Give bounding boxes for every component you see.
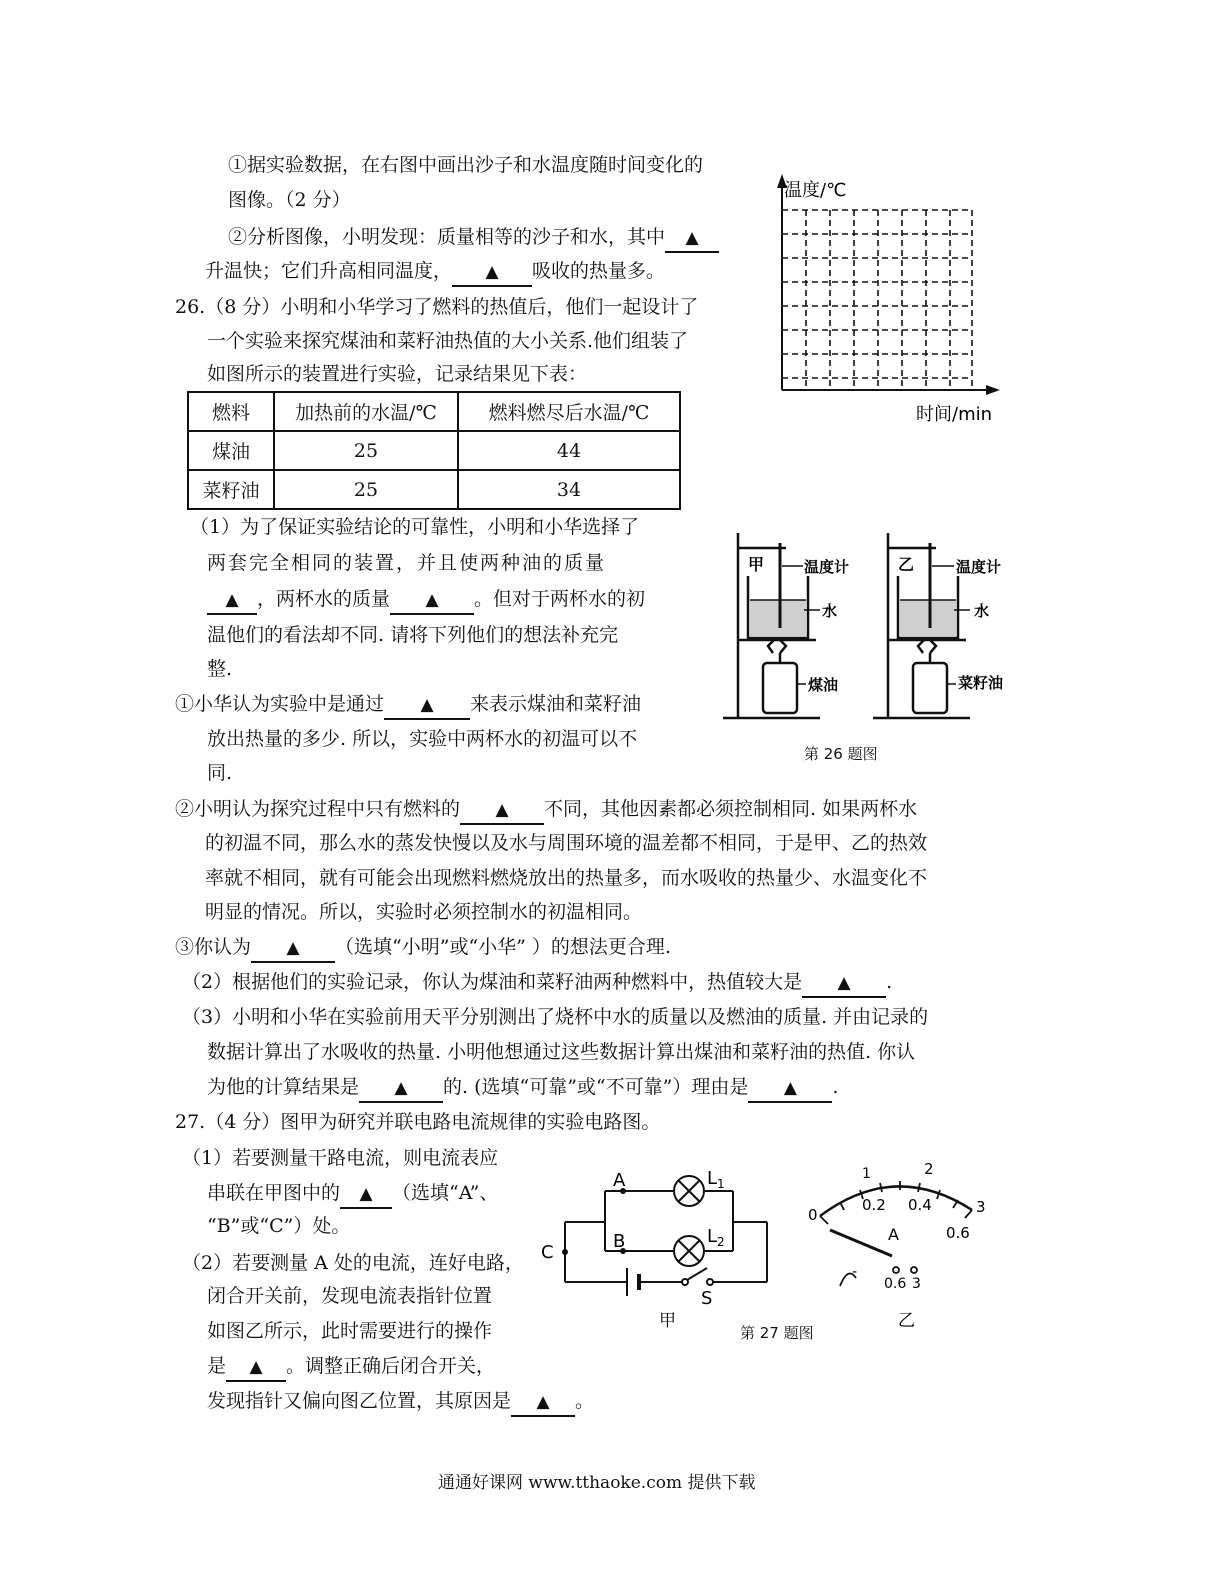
table-cell: 25: [274, 470, 458, 509]
answer-blank[interactable]: ▲: [207, 587, 257, 615]
q26-h2-line-1: [175, 794, 917, 825]
q26-line-2: 一个实验来探究煤油和菜籽油热值的大小关系.他们组装了: [207, 330, 689, 352]
table-header-row: [188, 392, 680, 431]
q25-line-1: ①据实验数据，在右图中画出沙子和水温度随时间变化的: [228, 154, 704, 176]
table-header: 燃料: [188, 392, 274, 431]
temperature-time-grid: [760, 168, 1010, 428]
label-a: A: [613, 1170, 626, 1191]
answer-blank[interactable]: ▲: [340, 1181, 392, 1209]
q25-line-3-text: ②分析图像，小明发现：质量相等的沙子和水，其中: [228, 226, 666, 248]
table-header: 燃料燃尽后水温/℃: [458, 392, 680, 431]
ammeter-dial: [800, 1158, 1000, 1338]
tick-0: 0: [808, 1206, 818, 1224]
q27-p2-end-2: 。: [575, 1390, 595, 1412]
q25-line-4: [205, 256, 665, 287]
q27-p1-line-2: [207, 1178, 498, 1209]
q27-p2-line-5: [207, 1386, 594, 1417]
q27-p1-text: 串联在甲图中的: [207, 1182, 341, 1204]
point-c-dot: [562, 1249, 568, 1255]
beaker-right: [898, 576, 958, 638]
q26-p3-line-1: （3）小明和小华在实验前用天平分别测出了烧杯中水的质量以及燃油的质量. 并由记录的: [182, 1006, 929, 1028]
battery: [627, 1268, 639, 1296]
q26-p2-line: [182, 967, 892, 998]
q26-p2-text: （2）根据他们的实验记录，你认为煤油和菜籽油两种燃料中，热值较大是: [182, 971, 803, 993]
q25-line-3: [228, 222, 719, 253]
figure-tag-left: 甲: [748, 555, 765, 574]
grid-lines: [782, 210, 972, 390]
answer-blank[interactable]: ▲: [359, 1075, 443, 1103]
q25-line-2: 图像。（2 分）: [228, 189, 351, 211]
tick-0-6: 0.6: [946, 1224, 970, 1242]
answer-blank[interactable]: ▲: [748, 1075, 832, 1103]
beaker-left: [748, 576, 808, 638]
table-row: [188, 431, 680, 470]
q26-p1-line-1: （1）为了保证实验结论的可靠性，小明和小华选择了: [190, 516, 640, 538]
q26-h1-end: 来表示煤油和菜籽油: [470, 693, 642, 715]
parallel-circuit-diagram: [535, 1158, 785, 1338]
q26-h1-text: ①小华认为实验中是通过: [175, 693, 385, 715]
q26-line-1: 26.（8 分）小明和小华学习了燃料的热值后，他们一起设计了: [175, 296, 699, 318]
page-footer: 通通好课网 www.tthaoke.com 提供下载: [438, 1473, 756, 1493]
table-cell: 44: [458, 431, 680, 470]
q26-h2-line-4: 明显的情况。所以，实验时必须控制水的初温相同。: [205, 901, 643, 923]
lamp-left: [763, 640, 797, 713]
q26-line-3: 如图所示的装置进行实验，记录结果见下表：: [207, 363, 588, 385]
figure-tag-jia: 甲: [659, 1311, 676, 1331]
label-b: B: [613, 1231, 626, 1252]
figure-26-caption: 第 26 题图: [804, 745, 878, 763]
table-cell: 煤油: [188, 431, 274, 470]
label-l2: $L_2$: [707, 1226, 725, 1249]
fuel-label-right: 菜籽油: [958, 674, 1004, 692]
q26-p1-line-4: 温他们的看法却不同. 请将下列他们的想法补充完: [207, 624, 619, 646]
answer-blank[interactable]: ▲: [251, 935, 335, 963]
q26-p1-line-3-end: 。但对于两杯水的初: [474, 588, 646, 610]
label-c: C: [541, 1242, 554, 1263]
x-axis-arrow: [986, 385, 1000, 395]
q25-line-4-text: 升温快；它们升高相同温度，: [205, 260, 453, 282]
q27-p1-end: （选填“A”、: [392, 1182, 499, 1204]
terminal-3: 3: [912, 1276, 921, 1292]
table-cell: 25: [274, 431, 458, 470]
y-axis-label: 温度/℃: [784, 180, 847, 201]
label-s: S: [701, 1288, 713, 1309]
q26-h2-end: 不同，其他因素都必须控制相同. 如果两杯水: [544, 798, 918, 820]
q26-h2-text: ②小明认为探究过程中只有燃料的: [175, 798, 461, 820]
label-l1: $L_1$: [707, 1168, 725, 1191]
q26-p3-text: 为他的计算结果是: [207, 1076, 360, 1098]
switch: [682, 1268, 713, 1285]
q26-h1-line-1: [175, 689, 641, 720]
table-header: 加热前的水温/℃: [274, 392, 458, 431]
q25-line-4-end: 吸收的热量多。: [532, 260, 666, 282]
answer-blank[interactable]: ▲: [460, 797, 544, 825]
q27-p2-text: 是: [207, 1355, 227, 1377]
q27-p2-line-1: （2）若要测量 A 处的电流，连好电路，: [182, 1252, 524, 1274]
answer-blank[interactable]: ▲: [802, 970, 886, 998]
fuel-data-table: [187, 391, 681, 510]
table-row: [188, 470, 680, 509]
tick-2: 2: [924, 1160, 934, 1178]
figure-tag-right: 乙: [898, 555, 915, 574]
q26-p1-line-2: 两套完全相同的装置，并且使两种油的质量: [207, 552, 607, 574]
thermometer-label-right: 温度计: [956, 558, 1002, 576]
figure-tag-yi: 乙: [898, 1311, 915, 1331]
figure-27-caption: 第 27 题图: [740, 1324, 814, 1342]
answer-blank[interactable]: ▲: [511, 1389, 575, 1417]
tick-3: 3: [976, 1198, 986, 1216]
q26-p3-line-2: 数据计算出了水吸收的热量. 小明他想通过这些数据计算出煤油和菜籽油的热值. 你认: [207, 1041, 916, 1063]
dial-arc: [820, 1186, 972, 1216]
terminal-0-6: 0.6: [884, 1276, 907, 1292]
q26-p1-line-3: [207, 584, 645, 615]
q26-p3-end: .: [832, 1076, 839, 1098]
q26-p3-mid: 的. (选填“可靠”或“不可靠”）理由是: [443, 1076, 749, 1098]
terminal-minus: -: [852, 1264, 858, 1280]
fuel-apparatus-figure: [718, 528, 1028, 728]
tick-0-2: 0.2: [862, 1196, 886, 1214]
q27-p2-line-4: [207, 1351, 495, 1382]
answer-blank[interactable]: ▲: [226, 1354, 286, 1382]
answer-blank[interactable]: ▲: [452, 259, 532, 287]
table-cell: 34: [458, 470, 680, 509]
q27-p2-line-2: 闭合开关前，发现电流表指针位置: [207, 1285, 493, 1307]
q27-p2-end: 。调整正确后闭合开关，: [286, 1355, 496, 1377]
unit-a: A: [888, 1225, 899, 1244]
q27-line-1: 27.（4 分）图甲为研究并联电路电流规律的实验电路图。: [175, 1111, 661, 1133]
water-label-left: 水: [822, 602, 838, 620]
tick-0-4: 0.4: [908, 1196, 932, 1214]
q27-p1-line-1: （1）若要测量干路电流，则电流表应: [182, 1147, 499, 1169]
lamp-l2: [674, 1236, 704, 1266]
q26-h3-line: [175, 932, 671, 963]
q26-h1-line-2: 放出热量的多少. 所以，实验中两杯水的初温可以不: [207, 728, 638, 750]
ammeter-needle: [830, 1230, 892, 1256]
circuit-wires: [565, 1191, 767, 1282]
q26-h2-line-3: 率就不相同，就有可能会出现燃料燃烧放出的热量多，而水吸收的热量少、水温变化不: [205, 867, 928, 889]
q26-h1-line-3: 同.: [207, 762, 233, 784]
q27-p1-line-3: “B”或“C”）处。: [207, 1215, 351, 1237]
water-label-right: 水: [974, 602, 990, 620]
q26-p2-end: .: [886, 971, 893, 993]
q26-p3-line-3: [207, 1072, 838, 1103]
fuel-label-left: 煤油: [808, 676, 839, 694]
q26-h3-text: ③你认为: [175, 936, 252, 958]
q26-h3-end: （选填“小明”或“小华” ）的想法更合理.: [335, 936, 671, 958]
thermometer-label-left: 温度计: [804, 558, 850, 576]
q27-p2-text-2: 发现指针又偏向图乙位置，其原因是: [207, 1390, 512, 1412]
answer-blank[interactable]: ▲: [665, 225, 719, 253]
lamp-right: [913, 640, 947, 713]
answer-blank[interactable]: ▲: [390, 587, 474, 615]
q27-p2-line-3: 如图乙所示，此时需要进行的操作: [207, 1320, 493, 1342]
x-axis-label: 时间/min: [916, 404, 993, 425]
q26-p1-line-5: 整.: [207, 658, 233, 680]
q26-h2-line-2: 的初温不同，那么水的蒸发快慢以及水与周围环境的温差都不相同，于是甲、乙的热效: [205, 832, 928, 854]
tick-1: 1: [862, 1166, 871, 1182]
table-cell: 菜籽油: [188, 470, 274, 509]
lamp-l1: [674, 1176, 704, 1206]
q26-p1-line-3-mid: ，两杯水的质量: [257, 588, 391, 610]
answer-blank[interactable]: ▲: [384, 692, 470, 720]
